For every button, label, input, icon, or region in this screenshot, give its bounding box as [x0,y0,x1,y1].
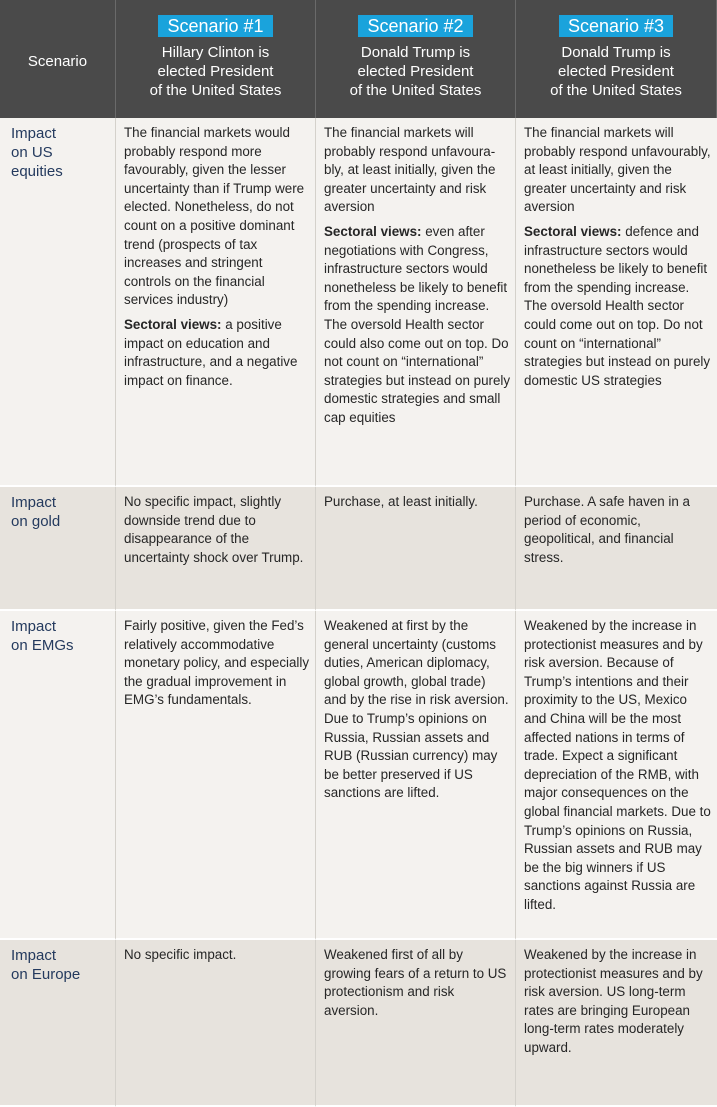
header-scenario-3 [516,0,717,118]
sectoral-views-label: Sectoral views: [324,223,422,239]
scenario-1-title: Hillary Clinton is elected President of the United States [149,44,282,99]
row-emgs [0,611,717,940]
scenario-1-badge: Scenario #1 [158,15,272,37]
cell-gold-scenario-2: Purchase, at least initially. [316,487,516,611]
row-label-us-equities: Impact on US equities [0,118,116,487]
cell-emgs-scenario-1: Fairly positive, given the Fed’s relatively accommodative monetary policy, and especially the gradual improvement in EMG’s fundamentals. [116,611,316,940]
row-us-equities [0,118,717,487]
cell-equities-scenario-1: The financial markets would probably respond more favourably, given the lesser uncertainty than if Trump were elected. Nonetheless, do not count on a positive dominant trend (prospects of tax increases and stringent controls on the financial services industry) Sectoral views: a positive impact on education and infrastructure, and a negative impact on finance. [116,118,316,487]
cell-gold-scenario-3: Purchase. A safe haven in a period of economic, geopolitical, and financial stress. [516,487,717,611]
cell-emgs-scenario-3: Weakened by the increase in protectionist measures and by risk aversion. Because of Trump’s intentions and their proximity to the US, Mexico and China will be the most affected nations in terms of trade. Expect a significant depreciation of the RMB, with major consequences on the global financial markets. Due to Trump’s opinions on Russia, Russian assets and RUB may be the big winners if US sanctions against Russia are lifted. [516,611,717,940]
cell-gold-scenario-1: No specific impact, slightly downside trend due to disappearance of the uncertainty shock over Trump. [116,487,316,611]
sectoral-views-label: Sectoral views: [524,223,622,239]
row-label-emgs: Impact on EMGs [0,611,116,940]
cell-europe-scenario-2: Weakened first of all by growing fears of a return to US protectionism and risk aversion. [316,940,516,1107]
header-scenario-1 [116,0,316,118]
scenario-2-title: Donald Trump is elected President of the United States [349,44,482,99]
row-gold [0,487,717,611]
sectoral-views-label: Sectoral views: [124,316,222,332]
cell-emgs-scenario-2: Weakened at first by the general uncertainty (customs duties, American diplomacy, global growth, global trade) and by the rise in risk aversion. Due to Trump’s opinions on Russia, Russian assets and RUB (Russian currency) may be better preserved if US sanctions are lifted. [316,611,516,940]
header-scenario-2 [316,0,516,118]
row-label-europe: Impact on Europe [0,940,116,1107]
cell-equities-scenario-3: The financial markets will probably respond unfavourably, at least initially, given the greater uncertainty and risk aversion Sectoral views: defence and infrastructure sectors would nonetheless be likely to benefit from the spending increase. The oversold Health sector could come out on top. Do not count on “international” strategies but instead on purely domestic US strategies [516,118,717,487]
scenario-2-badge: Scenario #2 [358,15,472,37]
scenario-3-title: Donald Trump is elected President of the United States [550,44,682,99]
cell-equities-scenario-2: The financial markets will probably respond unfavoura-bly, at least initially, given the greater uncertainty and risk aversion Sectoral views: even after negotiations with Congress, infrastructure sectors would nonetheless be likely to benefit from the spending increase. The oversold Health sector could also come out on top. Do not count on “international” strategies but instead on purely domestic strategies and small cap equities [316,118,516,487]
row-europe [0,940,717,1107]
header-scenario-label: Scenario [0,0,116,118]
row-label-gold: Impact on gold [0,487,116,611]
cell-europe-scenario-1: No specific impact. [116,940,316,1107]
scenario-3-badge: Scenario #3 [559,15,673,37]
cell-europe-scenario-3: Weakened by the increase in protectionist measures and by risk aversion. US long-term rates are bringing European long-term rates moderately upward. [516,940,717,1107]
header-row [0,0,717,118]
